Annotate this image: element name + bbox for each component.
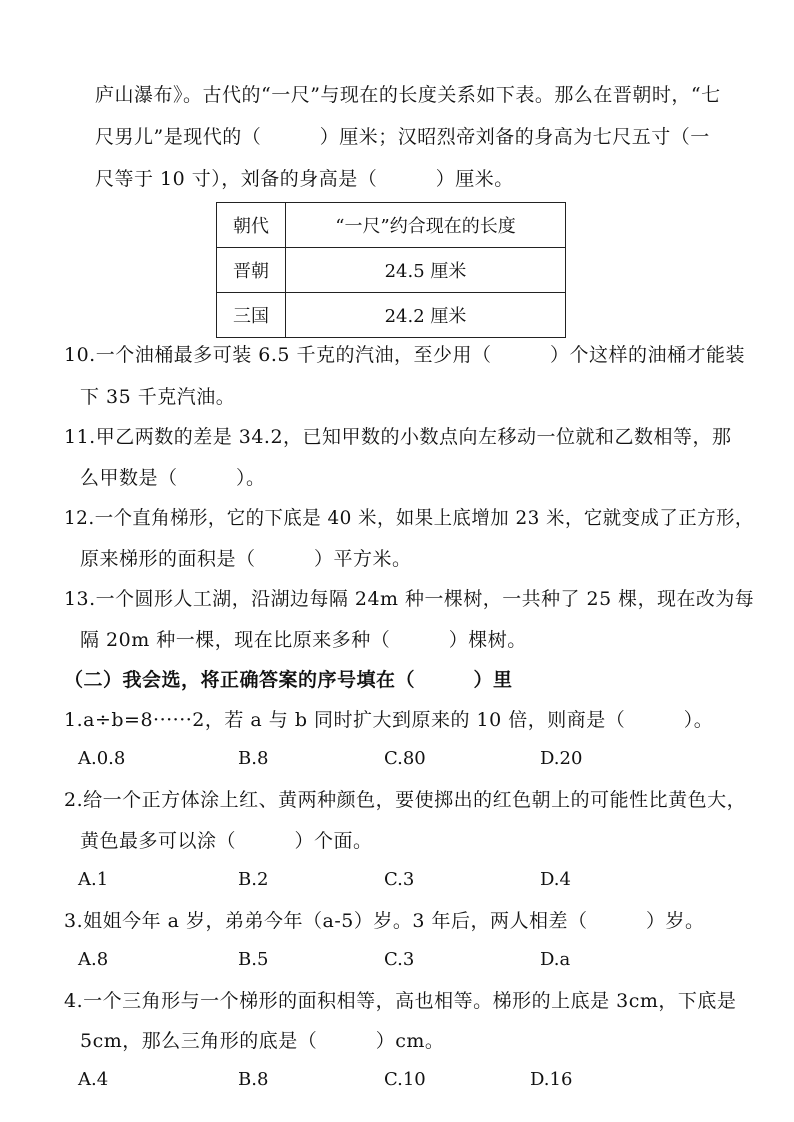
table-cell-length: 24.5 厘米 — [286, 248, 566, 293]
c2-option-c: C.3 — [384, 869, 415, 890]
c1-option-c: C.80 — [384, 748, 426, 769]
section-2-title: （二）我会选，将正确答案的序号填在（ ）里 — [64, 669, 513, 691]
q12-line-1: 12.一个直角梯形，它的下底是 40 米，如果上底增加 23 米，它就变成了正方形， — [64, 507, 754, 529]
c3-option-d: D.a — [540, 949, 571, 970]
q11-line-1: 11.甲乙两数的差是 34.2，已知甲数的小数点向左移动一位就和乙数相等，那 — [64, 426, 732, 448]
q13-line-1: 13.一个圆形人工湖，沿湖边每隔 24m 种一棵树，一共种了 25 棵，现在改为每 — [64, 588, 755, 610]
c1-option-d: D.20 — [540, 748, 583, 769]
q12-line-2: 原来梯形的面积是（ ）平方米。 — [80, 548, 412, 570]
table-row — [217, 248, 566, 293]
c1-option-b: B.8 — [238, 748, 269, 769]
c4-option-d: D.16 — [530, 1069, 573, 1090]
c4-option-a: A.4 — [78, 1069, 109, 1090]
q10-line-2: 下 35 千克汽油。 — [80, 386, 236, 408]
c4-option-b: B.8 — [238, 1069, 269, 1090]
c1-line-1: 1.a÷b=8······2，若 a 与 b 同时扩大到原来的 10 倍，则商是（ ）。 — [64, 709, 714, 731]
table-header-dynasty: 朝代 — [217, 203, 286, 248]
c2-option-d: D.4 — [540, 869, 571, 890]
c4-option-c: C.10 — [384, 1069, 426, 1090]
q9-line-1: 庐山瀑布》。古代的“一尺”与现在的长度关系如下表。那么在晋朝时，“七 — [95, 84, 721, 106]
q13-line-2: 隔 20m 种一棵，现在比原来多种（ ）棵树。 — [80, 629, 527, 651]
table-cell-dynasty: 三国 — [217, 293, 286, 338]
era-length-table — [216, 202, 566, 338]
q10-line-1: 10.一个油桶最多可装 6.5 千克的汽油，至少用（ ）个这样的油桶才能装 — [64, 344, 746, 366]
c3-line-1: 3.姐姐今年 a 岁，弟弟今年（a-5）岁。3 年后，两人相差（ ）岁。 — [64, 910, 705, 932]
c3-option-a: A.8 — [78, 949, 109, 970]
c2-line-2: 黄色最多可以涂（ ）个面。 — [80, 830, 373, 852]
table-header-length: “一尺”约合现在的长度 — [286, 203, 566, 248]
c4-line-1: 4.一个三角形与一个梯形的面积相等，高也相等。梯形的上底是 3cm，下底是 — [64, 990, 737, 1012]
table-cell-length: 24.2 厘米 — [286, 293, 566, 338]
c2-option-b: B.2 — [238, 869, 269, 890]
c1-option-a: A.0.8 — [78, 748, 126, 769]
c4-line-2: 5cm，那么三角形的底是（ ）cm。 — [80, 1030, 445, 1052]
table-row — [217, 293, 566, 338]
table-header-row — [217, 203, 566, 248]
c2-option-a: A.1 — [78, 869, 109, 890]
c3-option-c: C.3 — [384, 949, 415, 970]
c2-line-1: 2.给一个正方体涂上红、黄两种颜色，要使掷出的红色朝上的可能性比黄色大， — [64, 789, 747, 811]
q11-line-2: 么甲数是（ ）。 — [80, 467, 266, 489]
c3-option-b: B.5 — [238, 949, 269, 970]
q9-line-2: 尺男儿”是现代的（ ）厘米；汉昭烈帝刘备的身高为七尺五寸（一 — [95, 126, 710, 148]
table-cell-dynasty: 晋朝 — [217, 248, 286, 293]
q9-line-3: 尺等于 10 寸），刘备的身高是（ ）厘米。 — [95, 168, 514, 190]
